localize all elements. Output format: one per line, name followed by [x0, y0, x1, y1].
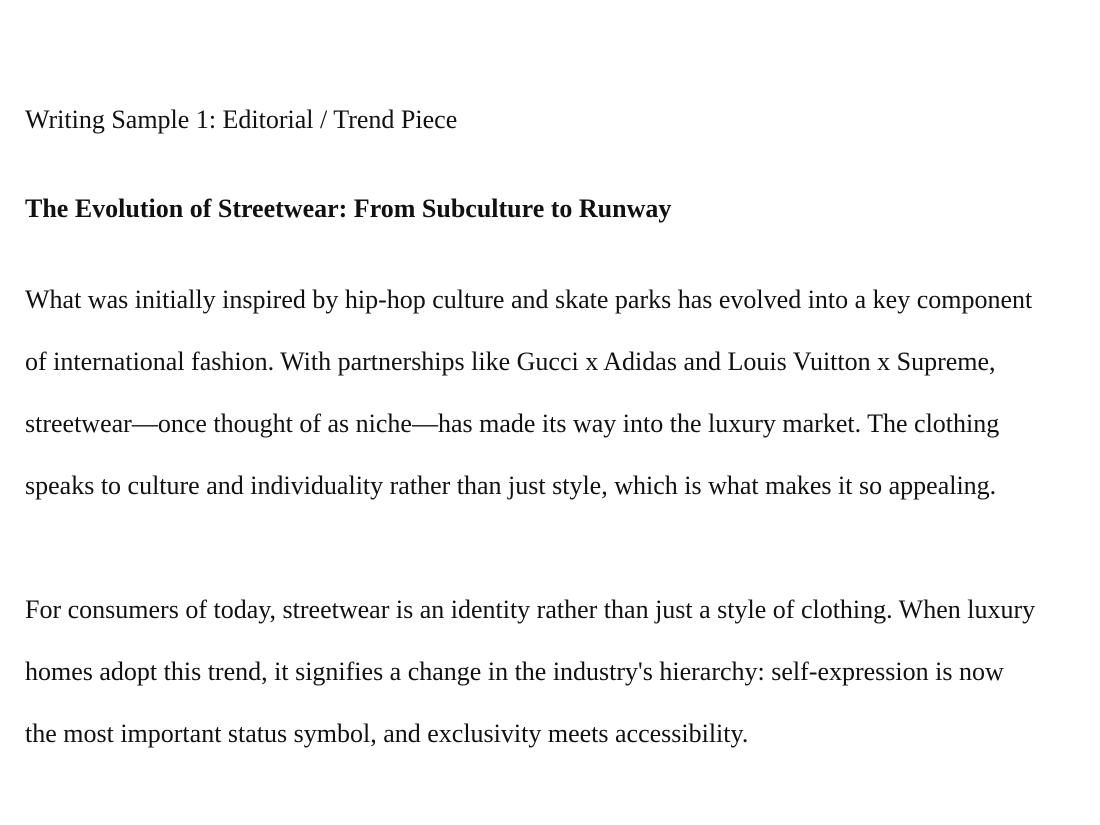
sample-label: Writing Sample 1: Editorial / Trend Piece	[25, 105, 458, 134]
article-title: The Evolution of Streetwear: From Subculture to Runway	[25, 194, 672, 223]
paragraph-line: For consumers of today, streetwear is an identity rather than just a style of clothing. When luxury	[25, 595, 1036, 624]
paragraph-line: What was initially inspired by hip-hop culture and skate parks has evolved into a key component	[25, 285, 1033, 314]
paragraph-1	[25, 269, 1085, 517]
paragraph-line: the most important status symbol, and exclusivity meets accessibility.	[25, 719, 749, 748]
paragraph-line: streetwear—once thought of as niche—has made its way into the luxury market. The clothing	[25, 409, 1000, 438]
paragraph-line: speaks to culture and individuality rather than just style, which is what makes it so appealing.	[25, 471, 997, 500]
paragraph-line: of international fashion. With partnerships like Gucci x Adidas and Louis Vuitton x Supreme,	[25, 347, 996, 376]
paragraph-line: homes adopt this trend, it signifies a change in the industry's hierarchy: self-expression is now	[25, 657, 1004, 686]
paragraph-2	[25, 579, 1085, 765]
